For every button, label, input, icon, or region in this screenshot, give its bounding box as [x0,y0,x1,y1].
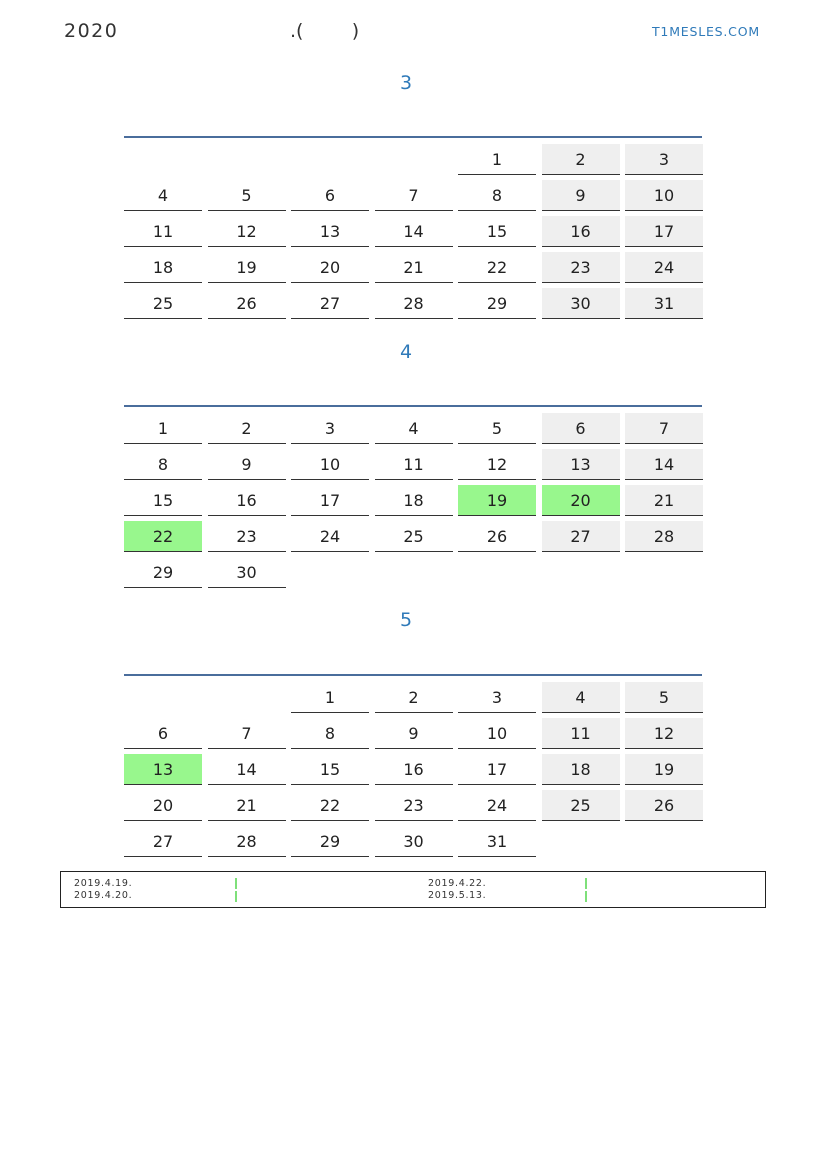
calendar-day-cell: 12 [458,449,536,480]
calendar-day-cell: 22 [291,790,369,821]
calendar-day-cell: 9 [375,718,453,749]
calendar-day-cell: 20 [291,252,369,283]
calendar-day-cell: 28 [208,826,286,857]
legend-marker [235,891,237,902]
calendar-day-cell: 6 [291,180,369,211]
calendar-day-cell: 2 [542,144,620,175]
calendar-day-cell: 26 [208,288,286,319]
calendar-day-cell: 25 [375,521,453,552]
legend-date: 2019.4.22. [428,878,487,889]
calendar-day-cell: 4 [542,682,620,713]
calendar-day-cell: 3 [458,682,536,713]
calendar-day-cell: 27 [542,521,620,552]
year-label: 2020 [64,20,119,42]
calendar-day-cell: 8 [124,449,202,480]
calendar-day-cell: 7 [208,718,286,749]
calendar-day-cell: 3 [291,413,369,444]
calendar-day-cell: 18 [124,252,202,283]
legend-marker [235,878,237,889]
calendar-day-cell: 25 [542,790,620,821]
calendar-day-cell: 31 [458,826,536,857]
calendar-day-cell: 10 [625,180,703,211]
calendar-day-cell: 28 [625,521,703,552]
calendar-day-cell: 28 [375,288,453,319]
calendar-day-cell: 21 [625,485,703,516]
month-title-may: 5 [399,609,413,631]
calendar-day-cell: 12 [208,216,286,247]
calendar-day-cell: 13 [542,449,620,480]
calendar-day-cell: 29 [291,826,369,857]
calendar-day-cell: 16 [375,754,453,785]
calendar-day-cell: 20 [124,790,202,821]
calendar-day-cell: 14 [375,216,453,247]
calendar-day-cell: 24 [291,521,369,552]
title-label: .( ) [290,20,360,42]
calendar-day-cell: 31 [625,288,703,319]
calendar-day-cell: 11 [124,216,202,247]
month-title-march: 3 [399,72,413,94]
calendar-day-cell: 6 [542,413,620,444]
calendar-day-cell: 4 [124,180,202,211]
calendar-day-cell: 30 [542,288,620,319]
calendar-day-cell: 2 [208,413,286,444]
calendar-day-cell: 16 [208,485,286,516]
calendar-day-cell: 8 [291,718,369,749]
calendar-day-cell: 1 [291,682,369,713]
calendar-day-cell: 19 [208,252,286,283]
calendar-day-cell: 29 [124,557,202,588]
calendar-day-cell: 1 [124,413,202,444]
legend-date: 2019.4.20. [74,890,133,901]
calendar-day-cell: 27 [291,288,369,319]
site-link[interactable]: T1MESLES.COM [652,24,760,39]
calendar-day-cell: 23 [208,521,286,552]
calendar-day-cell: 4 [375,413,453,444]
calendar-day-cell: 17 [458,754,536,785]
legend-date: 2019.5.13. [428,890,487,901]
calendar-day-cell: 16 [542,216,620,247]
calendar-day-cell: 13 [291,216,369,247]
calendar-day-cell: 14 [625,449,703,480]
calendar-day-cell: 21 [208,790,286,821]
calendar-day-cell: 10 [291,449,369,480]
calendar-day-cell: 5 [625,682,703,713]
calendar-day-cell: 15 [291,754,369,785]
calendar-day-cell: 26 [458,521,536,552]
calendar-day-cell: 5 [208,180,286,211]
calendar-march [124,136,702,313]
calendar-day-cell: 15 [458,216,536,247]
calendar-day-cell: 15 [124,485,202,516]
calendar-day-cell: 2 [375,682,453,713]
calendar-april [124,405,702,582]
calendar-day-cell: 20 [542,485,620,516]
calendar-day-cell: 8 [458,180,536,211]
calendar-day-cell: 22 [458,252,536,283]
calendar-day-cell: 6 [124,718,202,749]
calendar-day-cell: 23 [542,252,620,283]
calendar-day-cell: 11 [375,449,453,480]
calendar-day-cell: 29 [458,288,536,319]
calendar-day-cell: 26 [625,790,703,821]
calendar-day-cell: 14 [208,754,286,785]
calendar-day-cell: 18 [542,754,620,785]
calendar-day-cell: 7 [625,413,703,444]
month-title-april: 4 [399,341,413,363]
calendar-day-cell: 12 [625,718,703,749]
calendar-day-cell: 22 [124,521,202,552]
calendar-day-cell: 19 [625,754,703,785]
calendar-day-cell: 24 [458,790,536,821]
calendar-day-cell: 27 [124,826,202,857]
calendar-day-cell: 7 [375,180,453,211]
holiday-legend [60,871,766,908]
calendar-day-cell: 17 [291,485,369,516]
calendar-day-cell: 1 [458,144,536,175]
calendar-day-cell: 17 [625,216,703,247]
legend-date: 2019.4.19. [74,878,133,889]
calendar-may [124,674,702,851]
calendar-day-cell: 25 [124,288,202,319]
calendar-day-cell: 9 [208,449,286,480]
calendar-day-cell: 13 [124,754,202,785]
calendar-day-cell: 21 [375,252,453,283]
calendar-day-cell: 18 [375,485,453,516]
calendar-day-cell: 11 [542,718,620,749]
calendar-day-cell: 30 [375,826,453,857]
calendar-day-cell: 3 [625,144,703,175]
legend-marker [585,878,587,889]
calendar-day-cell: 10 [458,718,536,749]
calendar-day-cell: 24 [625,252,703,283]
calendar-day-cell: 19 [458,485,536,516]
calendar-day-cell: 5 [458,413,536,444]
calendar-day-cell: 23 [375,790,453,821]
calendar-day-cell: 30 [208,557,286,588]
legend-marker [585,891,587,902]
calendar-day-cell: 9 [542,180,620,211]
